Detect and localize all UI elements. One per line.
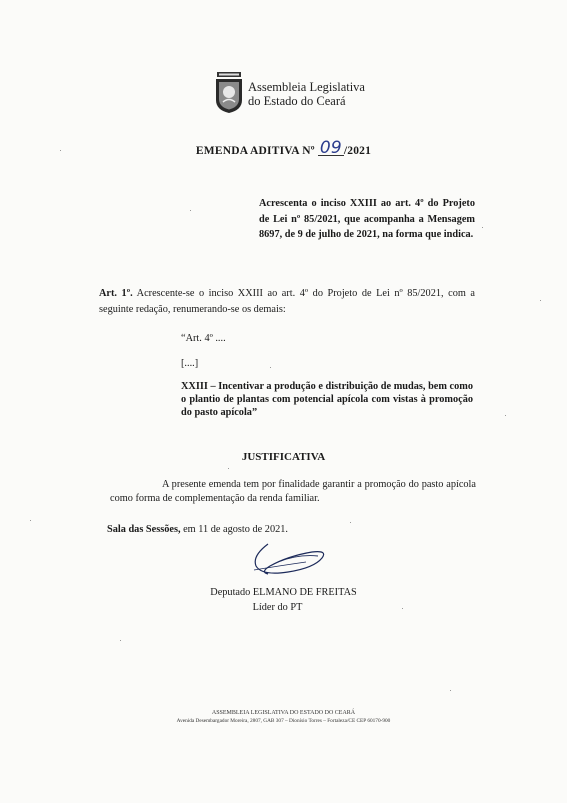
- session-date: em 11 de agosto de 2021.: [180, 524, 288, 535]
- letterhead-line-2: do Estado do Ceará: [248, 94, 346, 108]
- footer-line-2: Avenida Desembargador Moreira, 2807, GAB 307 – Dionísio Torres – Fortaleza/CE CEP 60170-900: [176, 718, 391, 724]
- article-label: Art. 1º.: [99, 288, 133, 299]
- signer-name: Deputado ELMANO DE FREITAS: [210, 587, 357, 598]
- session-line: [107, 524, 288, 535]
- ementa: Acrescenta o inciso XXIII ao art. 4º do Projeto de Lei nº 85/2021, que acompanha a Mensagem 8697, de 9 de julho de 2021, na forma que indica.: [259, 198, 475, 240]
- signer-role: Líder do PT: [252, 602, 303, 613]
- quote-open: “Art. 4º ....: [181, 333, 226, 344]
- signer-block: [0, 586, 567, 614]
- ellipsis: [....]: [181, 358, 199, 369]
- session-label: Sala das Sessões,: [107, 524, 181, 535]
- amendment-number: 09: [319, 138, 342, 158]
- inciso-xxiii: XXIII – Incentivar a produção e distribuição de mudas, bem como o plantio de plantas com potencial apícola com vistas à promoção do pasto apícola”: [181, 381, 473, 418]
- letterhead-line-1: Assembleia Legislativa: [248, 80, 365, 94]
- handwritten-signature: [248, 540, 332, 580]
- justification-text: A presente emenda tem por finalidade garantir a promoção do pasto apícola como forma de complementação da renda familiar.: [110, 479, 476, 504]
- footer: [0, 709, 567, 725]
- article-text: Acrescente-se o inciso XXIII ao art. 4º do Projeto de Lei nº 85/2021, com a seguinte redação, renumerando-se os demais:: [99, 288, 475, 315]
- article-1: [99, 286, 475, 317]
- letterhead: [214, 72, 384, 116]
- state-coat-of-arms-icon: [214, 72, 244, 114]
- justification-heading: JUSTIFICATIVA: [241, 451, 326, 463]
- footer-line-1: ASSEMBLEIA LEGISLATIVA DO ESTADO DO CEARÁ: [211, 710, 356, 716]
- title-prefix: EMENDA ADITIVA Nº: [195, 145, 315, 157]
- title-suffix: /2021: [343, 145, 372, 157]
- document-title: [0, 138, 567, 158]
